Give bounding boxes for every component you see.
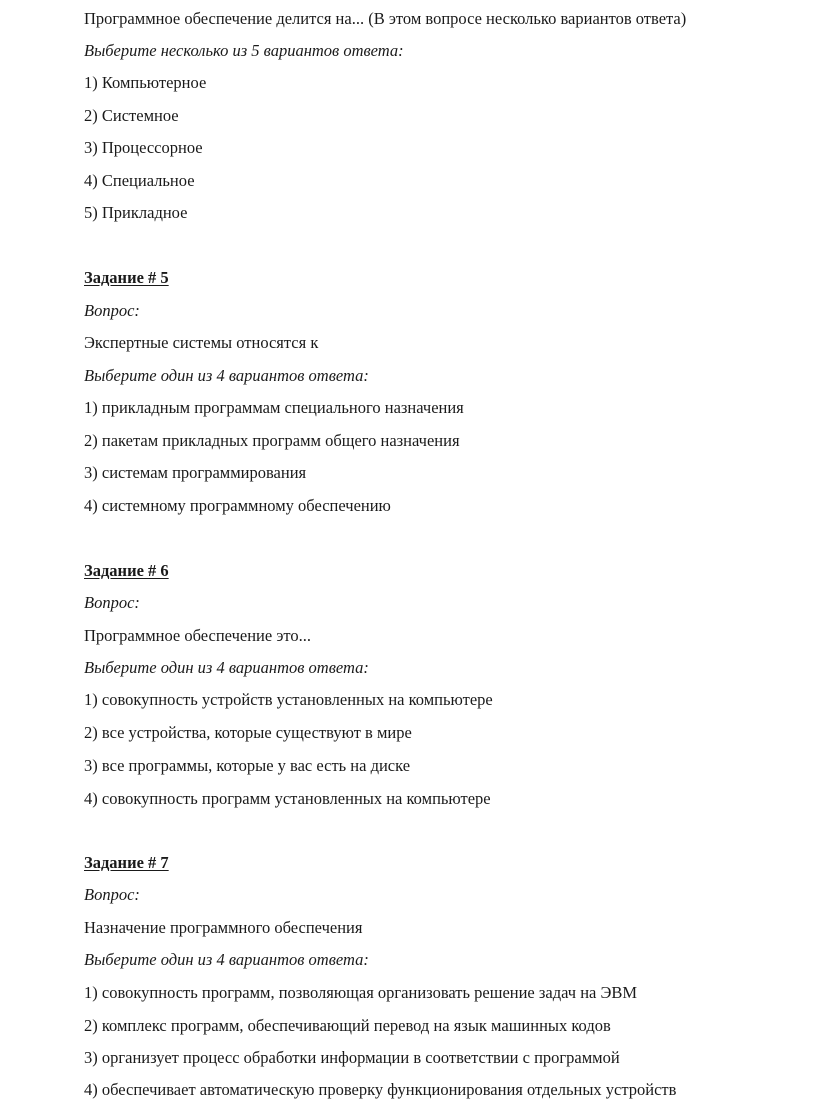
task-6-option-2: 2) все устройства, которые существуют в мире — [84, 723, 412, 742]
task-6-heading: Задание # 6 — [84, 561, 169, 580]
task-5-question-label: Вопрос: — [84, 301, 140, 320]
task-6-question: Программное обеспечение это... — [84, 626, 312, 645]
task-6-option-3: 3) все программы, которые у вас есть на диске — [84, 756, 411, 775]
task-6-instruction: Выберите один из 4 вариантов ответа: — [84, 658, 369, 677]
intro-option-1: 1) Компьютерное — [84, 73, 207, 92]
intro-question: Программное обеспечение делится на... (В этом вопросе несколько вариантов ответа) — [84, 9, 687, 28]
intro-option-3: 3) Процессорное — [84, 138, 203, 157]
task-6-option-4: 4) совокупность программ установленных на компьютере — [84, 789, 491, 808]
intro-option-4: 4) Специальное — [84, 171, 195, 190]
intro-option-5: 5) Прикладное — [84, 203, 188, 222]
task-7-option-4: 4) обеспечивает автоматическую проверку функционирования отдельных устройств — [84, 1080, 677, 1099]
intro-option-2: 2) Системное — [84, 106, 179, 125]
task-5-option-1: 1) прикладным программам специального назначения — [84, 398, 464, 417]
task-7-option-2: 2) комплекс программ, обеспечивающий перевод на язык машинных кодов — [84, 1016, 611, 1035]
task-7-question-label: Вопрос: — [84, 885, 140, 904]
task-5-question: Экспертные системы относятся к — [84, 333, 319, 352]
task-7-option-3: 3) организует процесс обработки информации в соответствии с программой — [84, 1048, 620, 1067]
task-5-instruction: Выберите один из 4 вариантов ответа: — [84, 366, 369, 385]
task-6-option-1: 1) совокупность устройств установленных на компьютере — [84, 690, 493, 709]
task-7-instruction: Выберите один из 4 вариантов ответа: — [84, 950, 369, 969]
task-7-heading: Задание # 7 — [84, 853, 169, 872]
task-5-heading: Задание # 5 — [84, 268, 169, 287]
task-7-option-1: 1) совокупность программ, позволяющая организовать решение задач на ЭВМ — [84, 983, 638, 1002]
task-5-option-4: 4) системному программному обеспечению — [84, 496, 391, 515]
task-5-option-2: 2) пакетам прикладных программ общего назначения — [84, 431, 460, 450]
task-5-option-3: 3) системам программирования — [84, 463, 307, 482]
task-7-question: Назначение программного обеспечения — [84, 918, 363, 937]
intro-instruction: Выберите несколько из 5 вариантов ответа: — [84, 41, 404, 60]
task-6-question-label: Вопрос: — [84, 593, 140, 612]
